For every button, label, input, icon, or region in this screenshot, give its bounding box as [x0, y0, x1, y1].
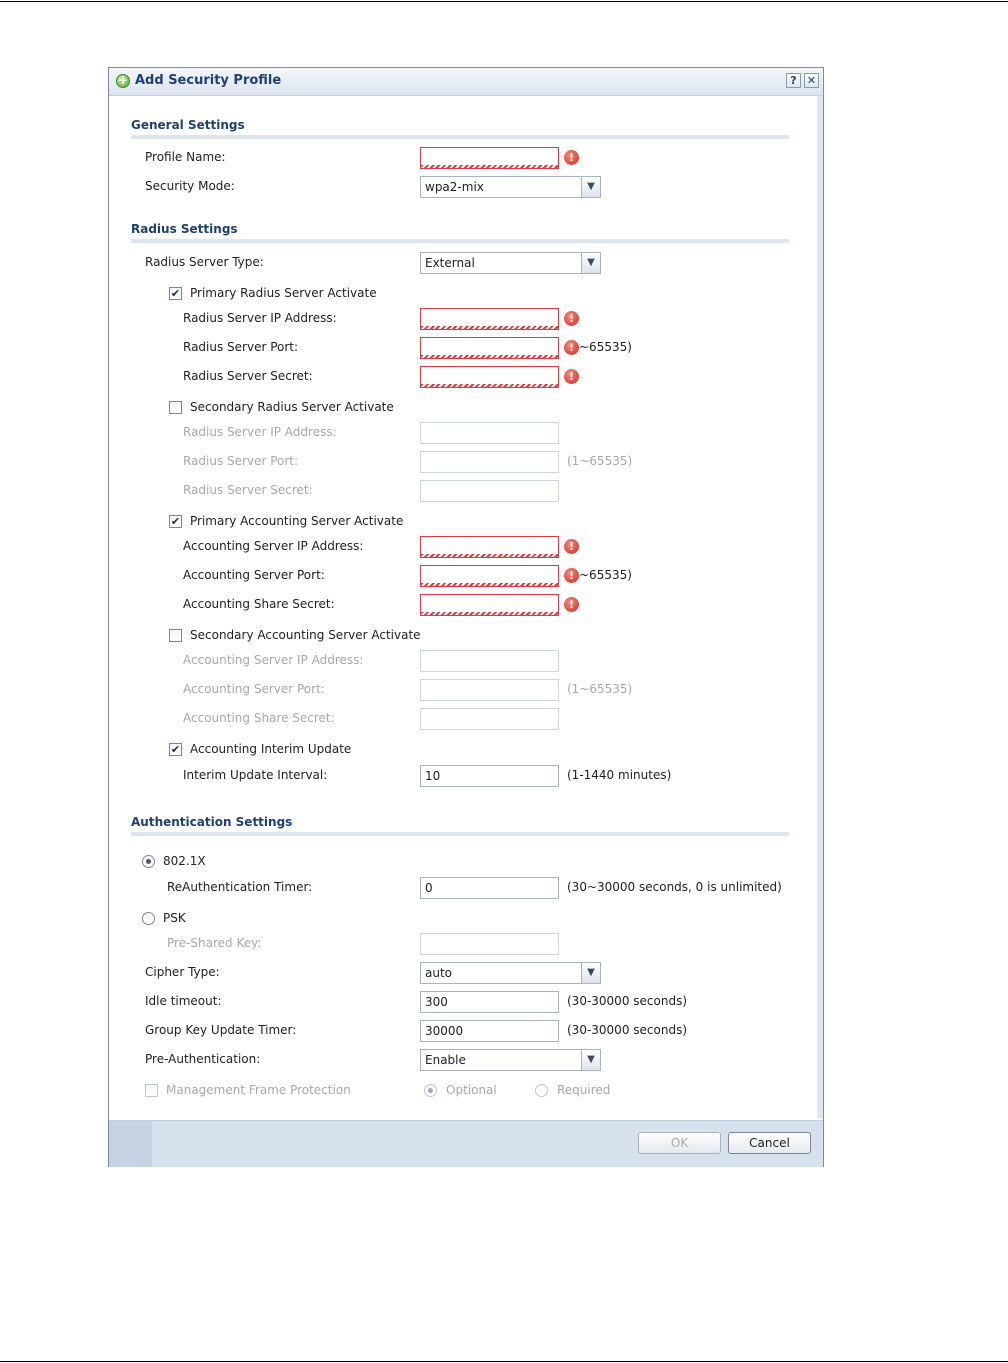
cancel-button[interactable]: Cancel	[728, 1132, 811, 1154]
help-button[interactable]: ?	[786, 73, 801, 88]
interim-update-interval-input[interactable]: 10	[420, 765, 559, 787]
secondary-radius-activate-checkbox[interactable]	[169, 401, 182, 414]
section-divider	[131, 239, 789, 243]
error-icon: !	[564, 150, 579, 165]
accounting-interim-update-label: Accounting Interim Update	[190, 742, 352, 756]
security-mode-select[interactable]	[420, 176, 601, 198]
page-bottom-rule	[0, 1361, 1008, 1362]
dialog-footer	[109, 1120, 823, 1167]
secondary-radius-secret-label: Radius Server Secret:	[183, 483, 313, 497]
mfp-required-radio[interactable]	[535, 1084, 548, 1097]
primary-radius-port-input[interactable]	[420, 337, 559, 359]
general-settings-title: General Settings	[131, 118, 245, 132]
ok-button[interactable]: OK	[638, 1132, 721, 1154]
auth-psk-label: PSK	[163, 911, 186, 925]
idle-timeout-hint: (30-30000 seconds)	[567, 994, 687, 1008]
error-icon: !	[564, 539, 579, 554]
interim-update-interval-hint: (1-1440 minutes)	[567, 768, 672, 782]
section-divider	[131, 135, 789, 139]
close-button[interactable]: ✕	[804, 73, 819, 88]
primary-accounting-port-input[interactable]	[420, 565, 559, 587]
secondary-accounting-secret-input[interactable]	[420, 708, 559, 730]
auth-8021x-radio[interactable]	[142, 855, 155, 868]
primary-radius-port-label: Radius Server Port:	[183, 340, 299, 354]
secondary-accounting-port-hint: (1~65535)	[567, 682, 633, 696]
profile-name-label: Profile Name:	[145, 150, 226, 164]
primary-radius-activate-label: Primary Radius Server Activate	[190, 286, 377, 300]
primary-accounting-secret-label: Accounting Share Secret:	[183, 597, 335, 611]
cipher-type-select[interactable]	[420, 962, 601, 984]
secondary-accounting-ip-label: Accounting Server IP Address:	[183, 653, 364, 667]
radius-server-type-value: External	[425, 256, 475, 270]
primary-accounting-ip-label: Accounting Server IP Address:	[183, 539, 364, 553]
secondary-radius-ip-label: Radius Server IP Address:	[183, 425, 337, 439]
secondary-radius-port-label: Radius Server Port:	[183, 454, 299, 468]
secondary-accounting-port-input[interactable]	[420, 679, 559, 701]
primary-radius-ip-label: Radius Server IP Address:	[183, 311, 337, 325]
footer-side-panel	[109, 1121, 152, 1167]
primary-accounting-secret-input[interactable]	[420, 594, 559, 616]
primary-radius-ip-input[interactable]	[420, 308, 559, 330]
secondary-radius-port-hint: (1~65535)	[567, 454, 633, 468]
profile-name-input[interactable]	[420, 147, 559, 169]
idle-timeout-input[interactable]: 300	[420, 991, 559, 1013]
authentication-settings-title: Authentication Settings	[131, 815, 293, 829]
error-icon: !	[564, 340, 579, 355]
secondary-accounting-activate-label: Secondary Accounting Server Activate	[190, 628, 421, 642]
security-mode-label: Security Mode:	[145, 179, 235, 193]
error-icon: !	[564, 568, 579, 583]
secondary-accounting-activate-checkbox[interactable]	[169, 629, 182, 642]
reauth-timer-input[interactable]: 0	[420, 877, 559, 899]
auth-8021x-label: 802.1X	[163, 854, 206, 868]
error-icon: !	[564, 311, 579, 326]
primary-radius-activate-checkbox[interactable]: ✔	[170, 287, 181, 300]
error-icon: !	[564, 369, 579, 384]
auth-psk-radio[interactable]	[142, 912, 155, 925]
accounting-interim-update-checkbox[interactable]: ✔	[170, 743, 181, 756]
idle-timeout-label: Idle timeout:	[145, 994, 222, 1008]
primary-accounting-port-hint: ~65535)	[579, 568, 632, 582]
mfp-optional-radio[interactable]	[424, 1084, 437, 1097]
page-top-rule	[0, 1, 1008, 2]
primary-accounting-activate-label: Primary Accounting Server Activate	[190, 514, 404, 528]
primary-accounting-activate-checkbox[interactable]: ✔	[170, 515, 181, 528]
primary-radius-port-hint: ~65535)	[579, 340, 632, 354]
radius-server-type-label: Radius Server Type:	[145, 255, 264, 269]
radius-server-type-select[interactable]	[420, 252, 601, 274]
mfp-optional-label: Optional	[446, 1083, 497, 1097]
management-frame-protection-checkbox[interactable]	[145, 1084, 158, 1097]
chevron-down-icon: ▼	[581, 1050, 600, 1070]
security-mode-value: wpa2-mix	[425, 180, 484, 194]
section-divider	[131, 832, 789, 836]
pre-authentication-value: Enable	[425, 1053, 466, 1067]
interim-update-interval-label: Interim Update Interval:	[183, 768, 328, 782]
primary-accounting-port-label: Accounting Server Port:	[183, 568, 325, 582]
chevron-down-icon: ▼	[581, 963, 600, 983]
secondary-accounting-ip-input[interactable]	[420, 650, 559, 672]
scroll-strip	[817, 96, 823, 1118]
dialog-titlebar	[109, 68, 823, 96]
secondary-accounting-port-label: Accounting Server Port:	[183, 682, 325, 696]
group-key-update-timer-input[interactable]: 30000	[420, 1020, 559, 1042]
radius-settings-title: Radius Settings	[131, 222, 238, 236]
chevron-down-icon: ▼	[581, 177, 600, 197]
add-security-profile-dialog	[108, 67, 824, 1167]
secondary-radius-port-input[interactable]	[420, 451, 559, 473]
primary-radius-secret-input[interactable]	[420, 366, 559, 388]
pre-authentication-label: Pre-Authentication:	[145, 1052, 261, 1066]
primary-accounting-ip-input[interactable]	[420, 536, 559, 558]
secondary-radius-secret-input[interactable]	[420, 480, 559, 502]
reauth-timer-hint: (30~30000 seconds, 0 is unlimited)	[567, 880, 782, 894]
secondary-radius-ip-input[interactable]	[420, 422, 559, 444]
dialog-title: Add Security Profile	[135, 73, 282, 88]
management-frame-protection-label: Management Frame Protection	[166, 1083, 351, 1097]
pre-authentication-select[interactable]	[420, 1049, 601, 1071]
primary-radius-secret-label: Radius Server Secret:	[183, 369, 313, 383]
mfp-required-label: Required	[557, 1083, 611, 1097]
pre-shared-key-input[interactable]	[420, 933, 559, 955]
cipher-type-value: auto	[425, 966, 453, 980]
reauth-timer-label: ReAuthentication Timer:	[167, 880, 313, 894]
pre-shared-key-label: Pre-Shared Key:	[167, 936, 262, 950]
group-key-update-timer-hint: (30-30000 seconds)	[567, 1023, 687, 1037]
secondary-accounting-secret-label: Accounting Share Secret:	[183, 711, 335, 725]
error-icon: !	[564, 597, 579, 612]
secondary-radius-activate-label: Secondary Radius Server Activate	[190, 400, 394, 414]
group-key-update-timer-label: Group Key Update Timer:	[145, 1023, 297, 1037]
chevron-down-icon: ▼	[581, 253, 600, 273]
add-icon: +	[117, 73, 129, 87]
cipher-type-label: Cipher Type:	[145, 965, 220, 979]
